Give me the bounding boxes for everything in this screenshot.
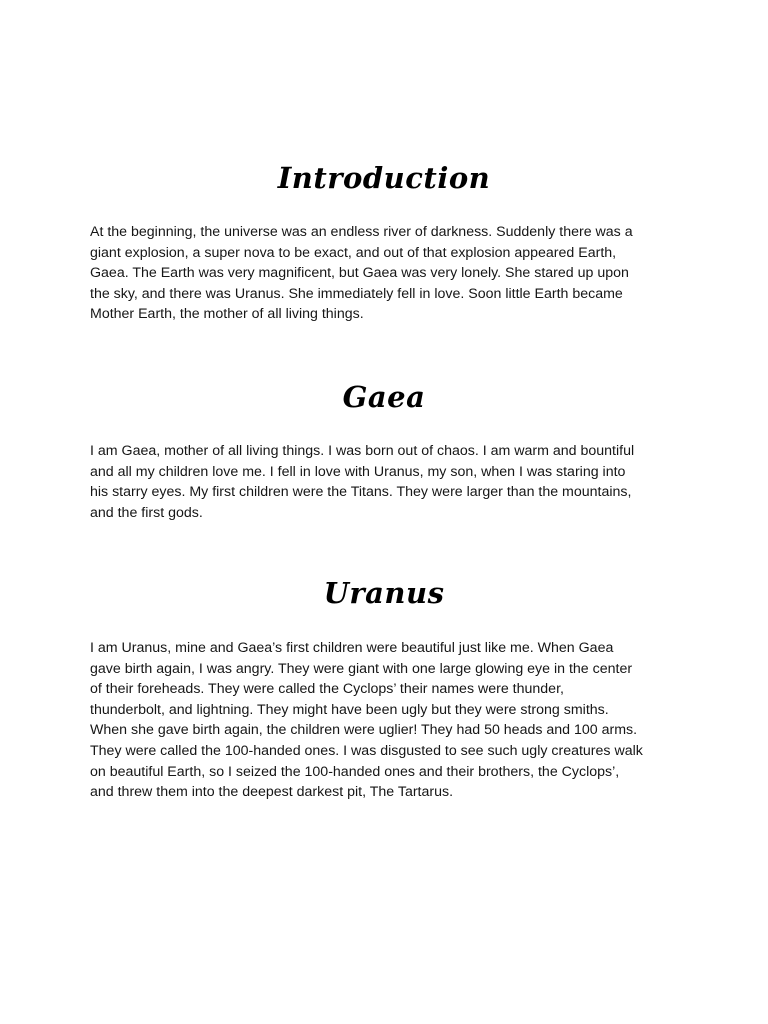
paragraph-line: thunderbolt, and lightning. They might have been ugly but they were strong smiths.: [90, 701, 609, 718]
paragraph-line: gave birth again, I was angry. They were giant with one large glowing eye in the center: [90, 660, 633, 677]
paragraph-line: of their foreheads. They were called the Cyclops’ their names were thunder,: [90, 681, 564, 698]
paragraph-introduction: [90, 222, 682, 325]
paragraph-line: and all my children love me. I fell in love with Uranus, my son, when I was staring into: [90, 463, 626, 480]
paragraph-line: his starry eyes. My first children were the Titans. They were larger than the mountains,: [90, 484, 632, 501]
paragraph-line: I am Gaea, mother of all living things. I was born out of chaos. I am warm and bountiful: [90, 443, 635, 459]
paragraph-line: When she gave birth again, the children were uglier! They had 50 heads and 100 arms.: [90, 722, 638, 739]
paragraph-line: on beautiful Earth, so I seized the 100-handed ones and their brothers, the Cyclops’,: [90, 763, 620, 780]
paragraph-line: At the beginning, the universe was an endless river of darkness. Suddenly there was a: [90, 224, 633, 240]
paragraph-gaea: [90, 441, 682, 523]
paragraph-uranus: [90, 638, 682, 803]
heading-introduction: Introduction: [277, 161, 491, 195]
paragraph-line: giant explosion, a super nova to be exact, and out of that explosion appeared Earth,: [90, 244, 617, 261]
heading-uranus: Uranus: [323, 576, 445, 610]
paragraph-line: and threw them into the deepest darkest pit, The Tartarus.: [90, 784, 454, 801]
paragraph-line: the sky, and there was Uranus. She immediately fell in love. Soon little Earth became: [90, 285, 623, 302]
paragraph-line: They were called the 100-handed ones. I was disgusted to see such ugly creatures walk: [90, 742, 643, 759]
paragraph-line: and the first gods.: [90, 504, 203, 521]
paragraph-line: Gaea. The Earth was very magnificent, but Gaea was very lonely. She stared up upon: [90, 265, 629, 282]
heading-gaea: Gaea: [342, 380, 426, 414]
paragraph-line: I am Uranus, mine and Gaea’s first children were beautiful just like me. When Gaea: [90, 640, 614, 656]
paragraph-line: Mother Earth, the mother of all living things.: [90, 306, 364, 323]
